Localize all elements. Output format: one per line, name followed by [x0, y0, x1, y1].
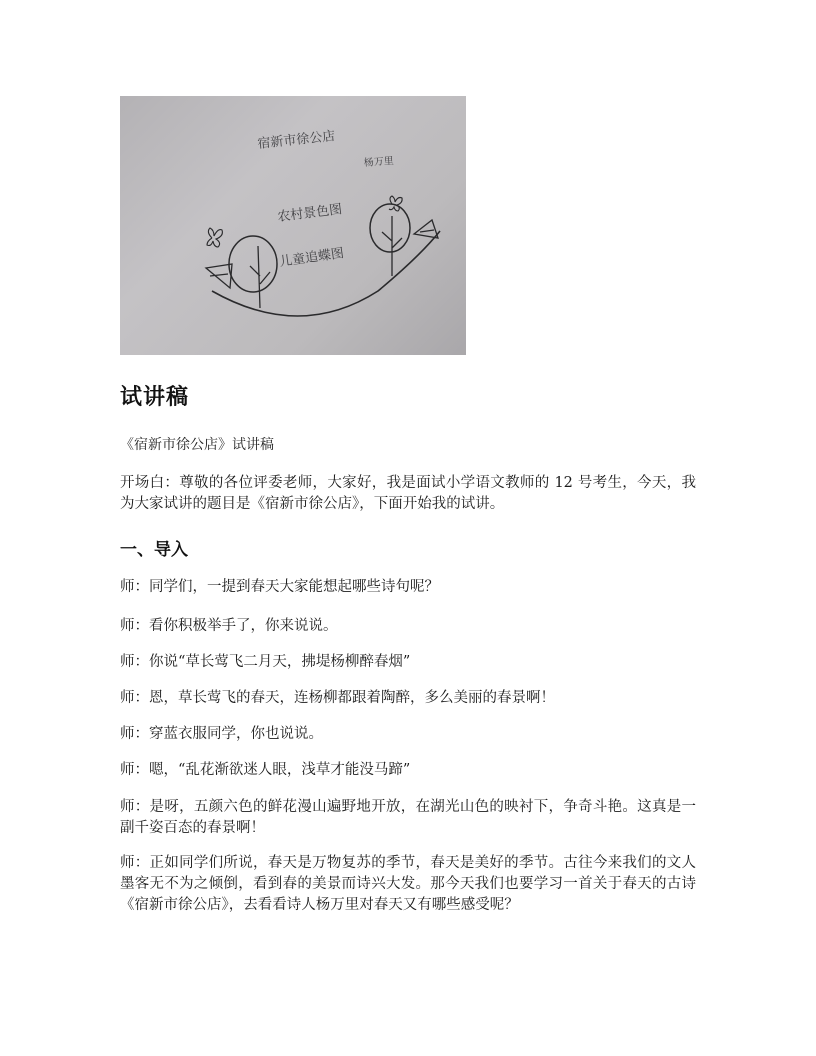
- right-tree-crown: [370, 204, 410, 252]
- left-roof: [206, 264, 232, 288]
- left-tree-trunk: [250, 246, 270, 308]
- sketch-drawing: [120, 96, 466, 355]
- handwritten-poem-title: 宿新市徐公店: [256, 128, 337, 152]
- dialogue-line: 师：是呀，五颜六色的鲜花漫山遍野地开放，在湖光山色的映衬下，争奇斗艳。这真是一副千姿百态的春景啊！: [120, 799, 696, 836]
- right-roof: [414, 220, 438, 238]
- handwritten-author: 杨万里: [363, 155, 395, 169]
- dialogue-line: 师：看你积极举手了，你来说说。: [120, 618, 338, 634]
- handwritten-scene-2: 儿童追蝶图: [278, 246, 345, 270]
- opening-paragraph: 开场白：尊敬的各位评委老师，大家好，我是面试小学语文教师的 12 号考生，今天，我为大家试讲的题目是《宿新市徐公店》，下面开始我的试讲。: [120, 475, 696, 512]
- document-subtitle: 《宿新市徐公店》试讲稿: [120, 437, 274, 453]
- dialogue-line: 师：穿蓝衣服同学，你也说说。: [120, 726, 323, 742]
- dialogue-line: 师：正如同学们所说，春天是万物复苏的季节，春天是美好的季节。古往今来我们的文人墨客无不为之倾倒，看到春的美景而诗兴大发。那今天我们也要学习一首关于春天的古诗《宿新市徐公店》，去看看诗人杨万里对春天又有哪些感受呢？: [120, 855, 696, 913]
- dialogue-line: 师：恩，草长莺飞的春天，连杨柳都跟着陶醉，多么美丽的春景啊！: [120, 690, 555, 706]
- right-tree-trunk: [382, 216, 402, 276]
- handwritten-scene-1: 农村景色图: [276, 202, 344, 225]
- document-title: 试讲稿: [120, 385, 190, 410]
- left-tree-crown: [229, 236, 277, 292]
- hand-drawn-illustration-photo: [120, 96, 466, 355]
- dialogue-line: 师：嗯，“乱花渐欲迷人眼，浅草才能没马蹄”: [120, 762, 411, 778]
- section-heading-intro: 一、导入: [120, 540, 188, 560]
- dialogue-line: 师：同学们，一提到春天大家能想起哪些诗句呢？: [120, 579, 439, 595]
- butterfly-left: [207, 228, 222, 247]
- dialogue-line: 师：你说“草长莺飞二月天，拂堤杨柳醉春烟”: [120, 654, 411, 670]
